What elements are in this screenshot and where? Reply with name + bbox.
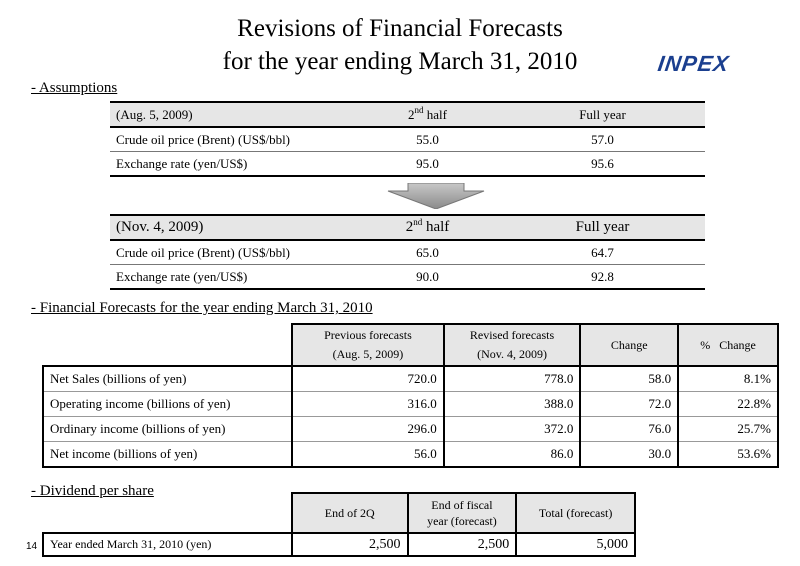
cell-full: 57.0	[500, 127, 705, 152]
cell-half: 90.0	[355, 265, 500, 290]
section-dividend: - Dividend per share	[31, 483, 154, 499]
cell-revised: 86.0	[444, 442, 581, 468]
cell-half: 55.0	[355, 127, 500, 152]
header-revised: Revised forecasts (Nov. 4, 2009)	[444, 324, 581, 366]
table-header-row	[110, 215, 705, 240]
cell-revised: 388.0	[444, 392, 581, 417]
row-label: Operating income (billions of yen)	[43, 392, 292, 417]
cell-half: 95.0	[355, 152, 500, 177]
title-line-1: Revisions of Financial Forecasts	[237, 15, 563, 42]
cell-half: 65.0	[355, 240, 500, 265]
table-row	[110, 265, 705, 290]
row-label: Net Sales (billions of yen)	[43, 366, 292, 392]
row-label: Exchange rate (yen/US$)	[110, 265, 355, 290]
cell-end-2q: 2,500	[292, 533, 408, 556]
table-row	[43, 442, 778, 468]
table-row	[43, 533, 635, 556]
table-row	[110, 127, 705, 152]
title-line-2: for the year ending March 31, 2010	[222, 48, 578, 75]
page-number: 14	[26, 541, 38, 552]
header-pct-change: % Change	[678, 324, 778, 366]
row-label: Exchange rate (yen/US$)	[110, 152, 355, 177]
table-header-row	[43, 493, 635, 533]
row-label: Net income (billions of yen)	[43, 442, 292, 468]
header-end-fiscal: End of fiscal year (forecast)	[408, 493, 517, 533]
cell-full: 95.6	[500, 152, 705, 177]
header-previous: Previous forecasts (Aug. 5, 2009)	[292, 324, 444, 366]
section-assumptions: - Assumptions	[31, 80, 118, 96]
table-row	[110, 240, 705, 265]
header-date: (Aug. 5, 2009)	[110, 102, 355, 127]
section-forecasts: - Financial Forecasts for the year ending March 31, 2010	[31, 300, 373, 316]
header-date: (Nov. 4, 2009)	[110, 215, 355, 240]
forecasts-table	[42, 323, 779, 468]
dividend-table	[42, 492, 636, 557]
row-label: Crude oil price (Brent) (US$/bbl)	[110, 127, 355, 152]
assumptions-after-table	[110, 214, 705, 290]
cell-change: 76.0	[580, 417, 678, 442]
table-row	[110, 152, 705, 177]
table-row	[43, 366, 778, 392]
assumptions-before-table	[110, 101, 705, 177]
cell-previous: 316.0	[292, 392, 444, 417]
cell-pct: 22.8%	[678, 392, 778, 417]
row-label: Crude oil price (Brent) (US$/bbl)	[110, 240, 355, 265]
table-row	[43, 392, 778, 417]
inpex-logo: INPEX	[656, 51, 731, 76]
table-header-row	[110, 102, 705, 127]
cell-change: 58.0	[580, 366, 678, 392]
down-arrow-icon	[386, 183, 486, 209]
cell-revised: 778.0	[444, 366, 581, 392]
cell-revised: 372.0	[444, 417, 581, 442]
header-second-half: 2nd half	[355, 215, 500, 240]
table-header-row	[43, 324, 778, 366]
header-full-year: Full year	[500, 102, 705, 127]
cell-change: 72.0	[580, 392, 678, 417]
row-label: Year ended March 31, 2010 (yen)	[43, 533, 292, 556]
cell-end-fiscal: 2,500	[408, 533, 517, 556]
header-full-year: Full year	[500, 215, 705, 240]
cell-pct: 8.1%	[678, 366, 778, 392]
cell-full: 64.7	[500, 240, 705, 265]
cell-previous: 296.0	[292, 417, 444, 442]
header-total: Total (forecast)	[516, 493, 635, 533]
table-row	[43, 417, 778, 442]
header-second-half: 2nd half	[355, 102, 500, 127]
cell-full: 92.8	[500, 265, 705, 290]
row-label: Ordinary income (billions of yen)	[43, 417, 292, 442]
cell-previous: 56.0	[292, 442, 444, 468]
cell-pct: 25.7%	[678, 417, 778, 442]
cell-pct: 53.6%	[678, 442, 778, 468]
header-change: Change	[580, 324, 678, 366]
header-end-2q: End of 2Q	[292, 493, 408, 533]
cell-change: 30.0	[580, 442, 678, 468]
cell-previous: 720.0	[292, 366, 444, 392]
cell-total: 5,000	[516, 533, 635, 556]
